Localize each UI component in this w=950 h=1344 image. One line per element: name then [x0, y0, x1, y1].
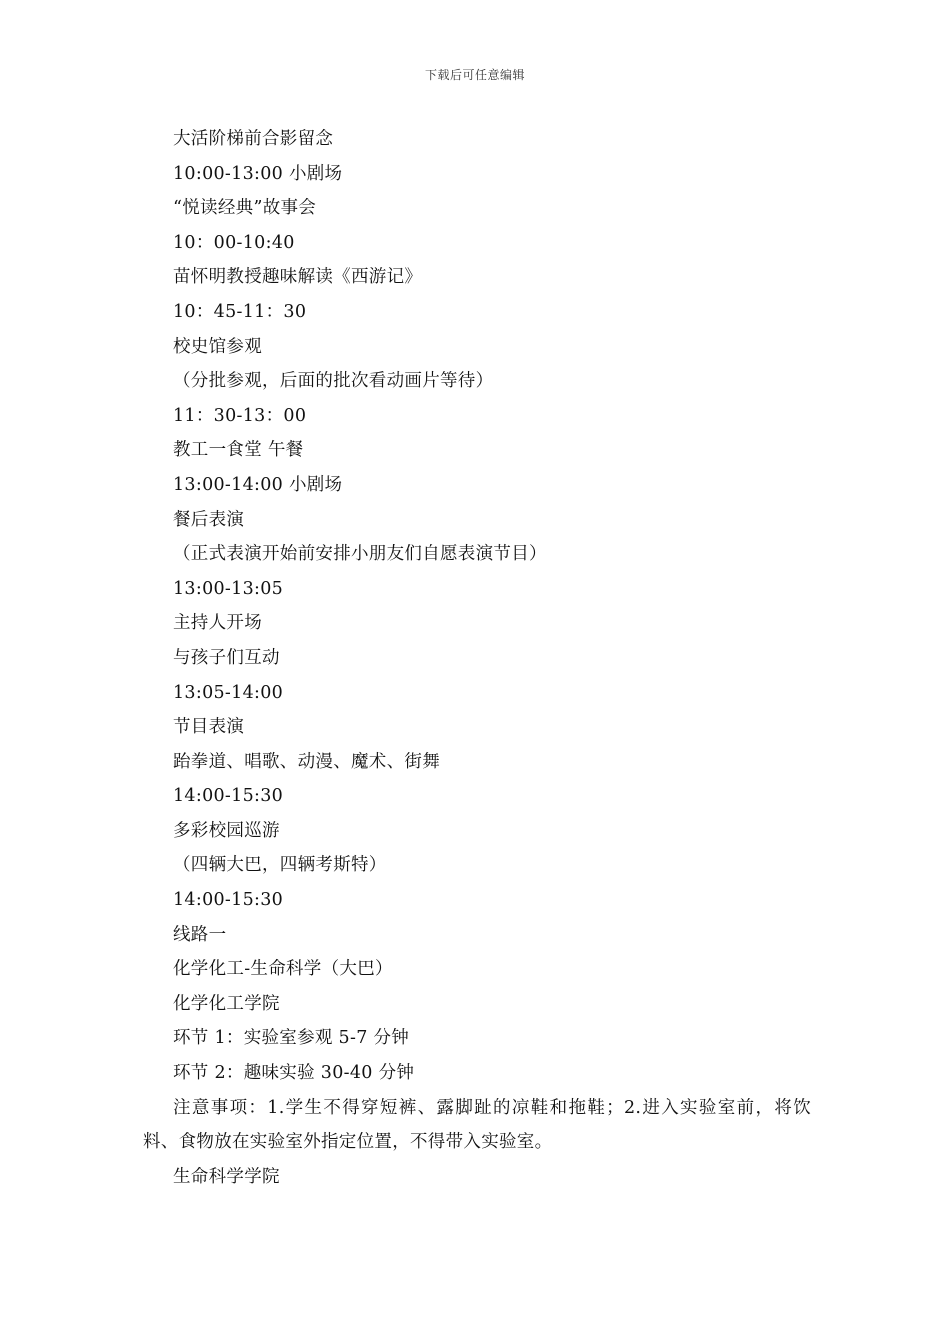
- schedule-line: 多彩校园巡游: [173, 820, 280, 841]
- page-header: 下载后可任意编辑: [424, 68, 525, 82]
- schedule-line: 10：45-11：30: [173, 301, 307, 322]
- schedule-line: 14:00-15:30: [173, 890, 284, 911]
- schedule-line: 餐后表演: [173, 509, 245, 530]
- schedule-line: 化学化工学院: [173, 993, 280, 1014]
- schedule-line: 环节 2：趣味实验 30-40 分钟: [173, 1063, 415, 1084]
- schedule-line: 大活阶梯前合影留念: [173, 129, 334, 149]
- schedule-line: “悦读经典”故事会: [173, 198, 317, 219]
- schedule-line: 线路一: [173, 924, 227, 945]
- schedule-line: 苗怀明教授趣味解读《西游记》: [173, 267, 423, 288]
- schedule-line: （分批参观，后面的批次看动画片等待）: [173, 371, 494, 392]
- schedule-line: 14:00-15:30: [173, 786, 284, 807]
- schedule-line: （四辆大巴，四辆考斯特）: [173, 855, 387, 876]
- schedule-line: 10:00-13:00 小剧场: [173, 163, 343, 184]
- schedule-line: 13:00-13:05: [173, 578, 284, 599]
- schedule-line: 环节 1：实验室参观 5-7 分钟: [173, 1028, 410, 1049]
- schedule-line: 13:00-14:00 小剧场: [173, 474, 343, 495]
- schedule-line: （正式表演开始前安排小朋友们自愿表演节目）: [173, 544, 547, 565]
- schedule-line: 节目表演: [173, 717, 245, 738]
- schedule-line: 教工一食堂 午餐: [173, 440, 304, 461]
- document-body: [143, 122, 811, 1194]
- schedule-line: 化学化工-生命科学（大巴）: [173, 959, 393, 980]
- schedule-line: 跆拳道、唱歌、动漫、魔术、街舞: [173, 751, 440, 772]
- schedule-line: 主持人开场: [173, 613, 262, 634]
- schedule-line: 生命科学学院: [173, 1166, 280, 1187]
- notice-paragraph: 注意事项：1.学生不得穿短裤、露脚趾的凉鞋和拖鞋；2.进入实验室前，将饮料、食物放在实验室外指定位置，不得带入实验室。: [143, 1097, 811, 1153]
- schedule-line: 10：00-10:40: [173, 232, 295, 253]
- schedule-line: 与孩子们互动: [173, 647, 280, 668]
- schedule-line: 13:05-14:00: [173, 682, 284, 703]
- schedule-line: 11：30-13：00: [173, 405, 307, 426]
- schedule-line: 校史馆参观: [173, 336, 262, 357]
